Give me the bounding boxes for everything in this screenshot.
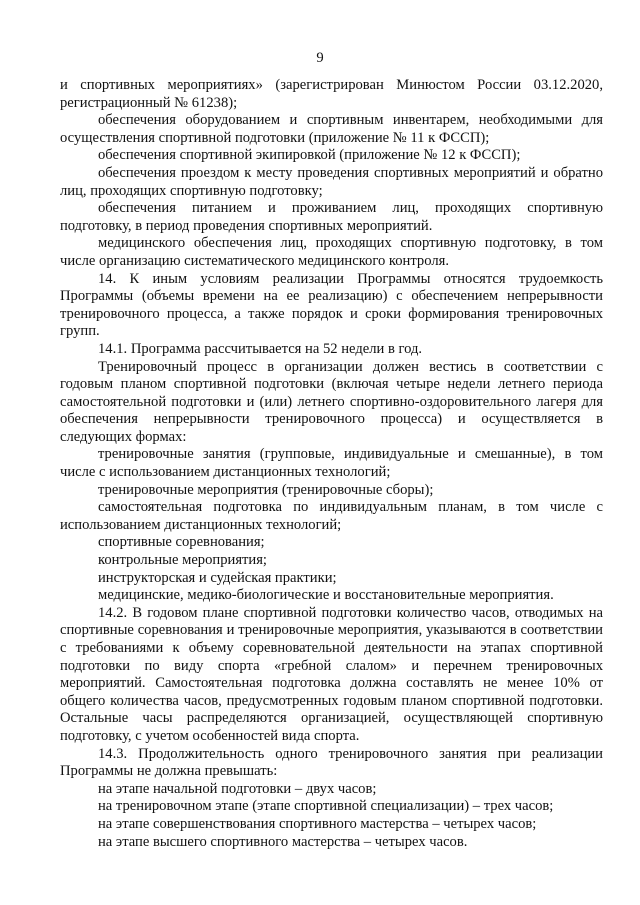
paragraph: спортивные соревнования; (98, 534, 265, 551)
paragraph: 14.3. Продолжительность одного тренировочного занятия при реализации Программы не должна превышать: (60, 745, 603, 780)
paragraph: медицинские, медико-биологические и восстановительные мероприятия. (98, 587, 554, 604)
paragraph: тренировочные мероприятия (тренировочные сборы); (98, 481, 434, 498)
paragraph: Тренировочный процесс в организации должен вестись в соответствии с годовым планом спортивной подготовки (включая четыре недели летнего периода самостоятельной подготовки и (или) летнего спортивно-оздоровительного лагеря для обеспечения непрерывности тренировочного процесса) и осуществляется в следующих формах: (60, 358, 603, 445)
paragraph: 14. К иным условиям реализации Программы относятся трудоемкость Программы (объемы времени на ее реализацию) с обеспечением непрерывности тренировочного процесса, а также порядок и сроки формирования тренировочных групп. (60, 270, 603, 340)
paragraph: 14.2. В годовом плане спортивной подготовки количество часов, отводимых на спортивные соревнования и тренировочные мероприятия, указываются в соответствии с требованиями к объему соревновательной деятельности на этапах спортивной подготовки по виду спорта «гребной слалом» и перечнем тренировочных мероприятий. Самостоятельная подготовка должна составлять не менее 10% от общего количества часов, предусмотренных годовым планом спортивной подготовки. Остальные часы распределяются организацией, осуществляющей спортивную подготовку, с учетом особенностей вида спорта. (60, 604, 603, 744)
paragraph: обеспечения оборудованием и спортивным инвентарем, необходимыми для осуществления спортивной подготовки (приложение № 11 к ФССП); (60, 112, 603, 146)
paragraph: обеспечения питанием и проживанием лиц, проходящих спортивную подготовку, в период проведения спортивных мероприятий. (60, 200, 603, 234)
paragraph: контрольные мероприятия; (98, 552, 267, 569)
paragraph: 14.1. Программа рассчитывается на 52 недели в год. (98, 340, 423, 357)
paragraph: обеспечения спортивной экипировкой (приложение № 12 к ФССП); (98, 147, 521, 164)
paragraph: медицинского обеспечения лиц, проходящих спортивную подготовку, в том числе организацию систематического медицинского контроля. (60, 235, 603, 269)
paragraph: инструкторская и судейская практики; (98, 569, 337, 586)
paragraph: обеспечения проездом к месту проведения спортивных мероприятий и обратно лиц, проходящих спортивную подготовку; (60, 164, 603, 199)
paragraph: на этапе начальной подготовки – двух часов; (98, 780, 377, 797)
paragraph: на тренировочном этапе (этапе спортивной специализации) – трех часов; (98, 798, 554, 815)
paragraph: на этапе высшего спортивного мастерства – четырех часов. (98, 833, 468, 850)
paragraph: тренировочные занятия (групповые, индивидуальные и смешанные), в том числе с использованием дистанционных технологий; (60, 446, 603, 481)
page-number: 9 (316, 50, 324, 66)
paragraph: самостоятельная подготовка по индивидуальным планам, в том числе с использованием дистанционных технологий; (60, 499, 603, 533)
paragraph: на этапе совершенствования спортивного мастерства – четырех часов; (98, 815, 537, 832)
paragraph: и спортивных мероприятиях» (зарегистрирован Минюстом России 03.12.2020, регистрационный № 61238); (60, 77, 603, 111)
document-body (60, 77, 603, 851)
